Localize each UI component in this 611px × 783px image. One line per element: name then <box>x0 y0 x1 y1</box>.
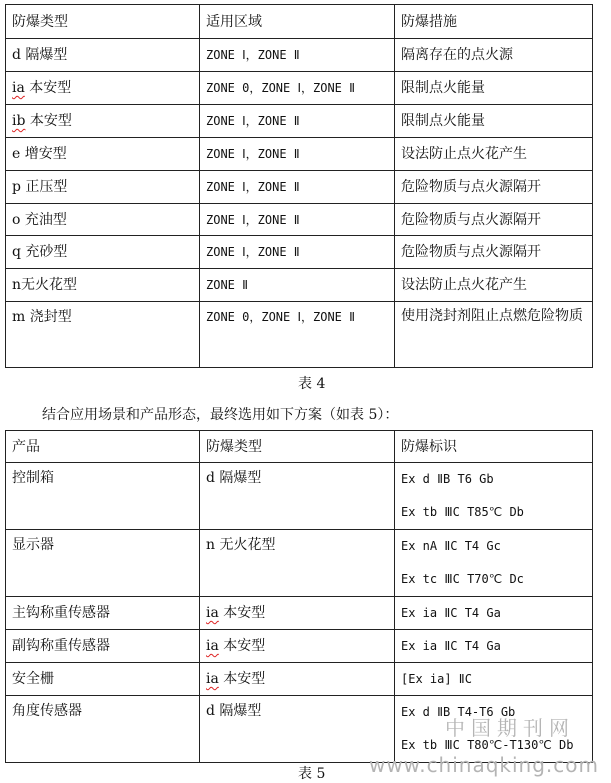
table-row <box>6 530 593 597</box>
mark-line: Ex tc ⅢC T70℃ Dc <box>401 572 524 586</box>
measure-cell: 限制点火能量 <box>395 72 593 105</box>
type-cell: e 增安型 <box>6 138 200 171</box>
type-cell: d 隔爆型 <box>200 696 395 763</box>
type-cell: p 正压型 <box>6 171 200 204</box>
table-header-row <box>6 5 593 39</box>
table-row <box>6 663 593 696</box>
header-cell: 防爆措施 <box>395 5 593 39</box>
measure-cell: 设法防止点火花产生 <box>395 269 593 302</box>
mark-cell: Ex ia ⅡC T4 Ga <box>395 597 593 630</box>
measure-cell: 设法防止点火花产生 <box>395 138 593 171</box>
product-cell: 显示器 <box>6 530 200 597</box>
table-row <box>6 269 593 302</box>
zone-cell: ZONE Ⅰ，ZONE Ⅱ <box>200 171 395 204</box>
watermark-url: www.chinaqking.com <box>368 753 599 777</box>
zone-cell: ZONE 0，ZONE Ⅰ，ZONE Ⅱ <box>200 72 395 105</box>
table-row <box>6 39 593 72</box>
measure-cell: 限制点火能量 <box>395 105 593 138</box>
product-cell: 控制箱 <box>6 463 200 530</box>
measure-cell: 隔离存在的点火源 <box>395 39 593 72</box>
type-name: 本安型 <box>24 80 72 96</box>
header-cell: 适用区域 <box>200 5 395 39</box>
zone-cell: ZONE Ⅰ，ZONE Ⅱ <box>200 236 395 269</box>
type-code: ia <box>12 80 25 96</box>
type-cell: m 浇封型 <box>6 302 200 368</box>
table-5-solution <box>5 430 593 763</box>
mark-line: Ex d ⅡB T6 Gb <box>401 472 494 486</box>
measure-cell: 危险物质与点火源隔开 <box>395 171 593 204</box>
mark-cell: Ex ia ⅡC T4 Ga <box>395 630 593 663</box>
product-cell: 主钩称重传感器 <box>6 597 200 630</box>
type-cell: d 隔爆型 <box>200 463 395 530</box>
table-row <box>6 171 593 204</box>
mark-cell <box>395 696 593 763</box>
header-cell: 防爆类型 <box>200 431 395 463</box>
measure-cell: 危险物质与点火源隔开 <box>395 236 593 269</box>
zone-cell: ZONE Ⅰ，ZONE Ⅱ <box>200 105 395 138</box>
type-name: 本安型 <box>218 671 266 687</box>
table-header-row <box>6 431 593 463</box>
intro-paragraph: 结合应用场景和产品形态，最终选用如下方案（如表 5）： <box>42 407 399 423</box>
table-row <box>6 302 593 368</box>
type-cell: q 充砂型 <box>6 236 200 269</box>
header-cell: 防爆标识 <box>395 431 593 463</box>
mark-cell <box>395 463 593 530</box>
type-code: ia <box>206 671 219 687</box>
table-row <box>6 696 593 763</box>
zone-cell: ZONE 0，ZONE Ⅰ，ZONE Ⅱ <box>200 302 395 368</box>
type-cell: d 隔爆型 <box>6 39 200 72</box>
table-4-caption: 表 4 <box>298 376 326 392</box>
type-cell <box>6 72 200 105</box>
type-code: ib <box>12 113 26 129</box>
type-cell <box>200 663 395 696</box>
mark-line: Ex d ⅡB T4-T6 Gb <box>401 705 516 719</box>
mark-line: Ex tb ⅢC T85℃ Db <box>401 505 524 519</box>
type-code: ia <box>206 638 219 654</box>
header-cell: 产品 <box>6 431 200 463</box>
zone-cell: ZONE Ⅰ，ZONE Ⅱ <box>200 39 395 72</box>
type-name: 本安型 <box>25 113 72 129</box>
measure-cell: 使用浇封剂阻止点燃危险物质 <box>395 302 593 368</box>
table-row <box>6 105 593 138</box>
table-row <box>6 597 593 630</box>
type-cell <box>200 630 395 663</box>
zone-cell: ZONE Ⅱ <box>200 269 395 302</box>
product-cell: 角度传感器 <box>6 696 200 763</box>
mark-cell: [Ex ia] ⅡC <box>395 663 593 696</box>
zone-cell: ZONE Ⅰ，ZONE Ⅱ <box>200 138 395 171</box>
type-cell <box>200 597 395 630</box>
type-cell: n无火花型 <box>6 269 200 302</box>
mark-line: Ex tb ⅢC T80℃-T130℃ Db <box>401 738 574 752</box>
type-cell: n 无火花型 <box>200 530 395 597</box>
type-name: 本安型 <box>218 638 266 654</box>
watermark-text: 中国期刊网 <box>445 716 575 740</box>
type-code: ia <box>206 605 219 621</box>
product-cell: 安全栅 <box>6 663 200 696</box>
zone-cell: ZONE Ⅰ，ZONE Ⅱ <box>200 204 395 236</box>
table-5-caption: 表 5 <box>298 766 326 782</box>
mark-cell <box>395 530 593 597</box>
table-4-explosion-types <box>5 4 593 368</box>
type-name: 本安型 <box>218 605 266 621</box>
table-row <box>6 463 593 530</box>
mark-line: Ex nA ⅡC T4 Gc <box>401 539 501 553</box>
table-row <box>6 630 593 663</box>
product-cell: 副钩称重传感器 <box>6 630 200 663</box>
table-row <box>6 138 593 171</box>
table-row <box>6 236 593 269</box>
measure-cell: 危险物质与点火源隔开 <box>395 204 593 236</box>
table-row <box>6 72 593 105</box>
type-cell: o 充油型 <box>6 204 200 236</box>
table-row <box>6 204 593 236</box>
type-cell <box>6 105 200 138</box>
header-cell: 防爆类型 <box>6 5 200 39</box>
